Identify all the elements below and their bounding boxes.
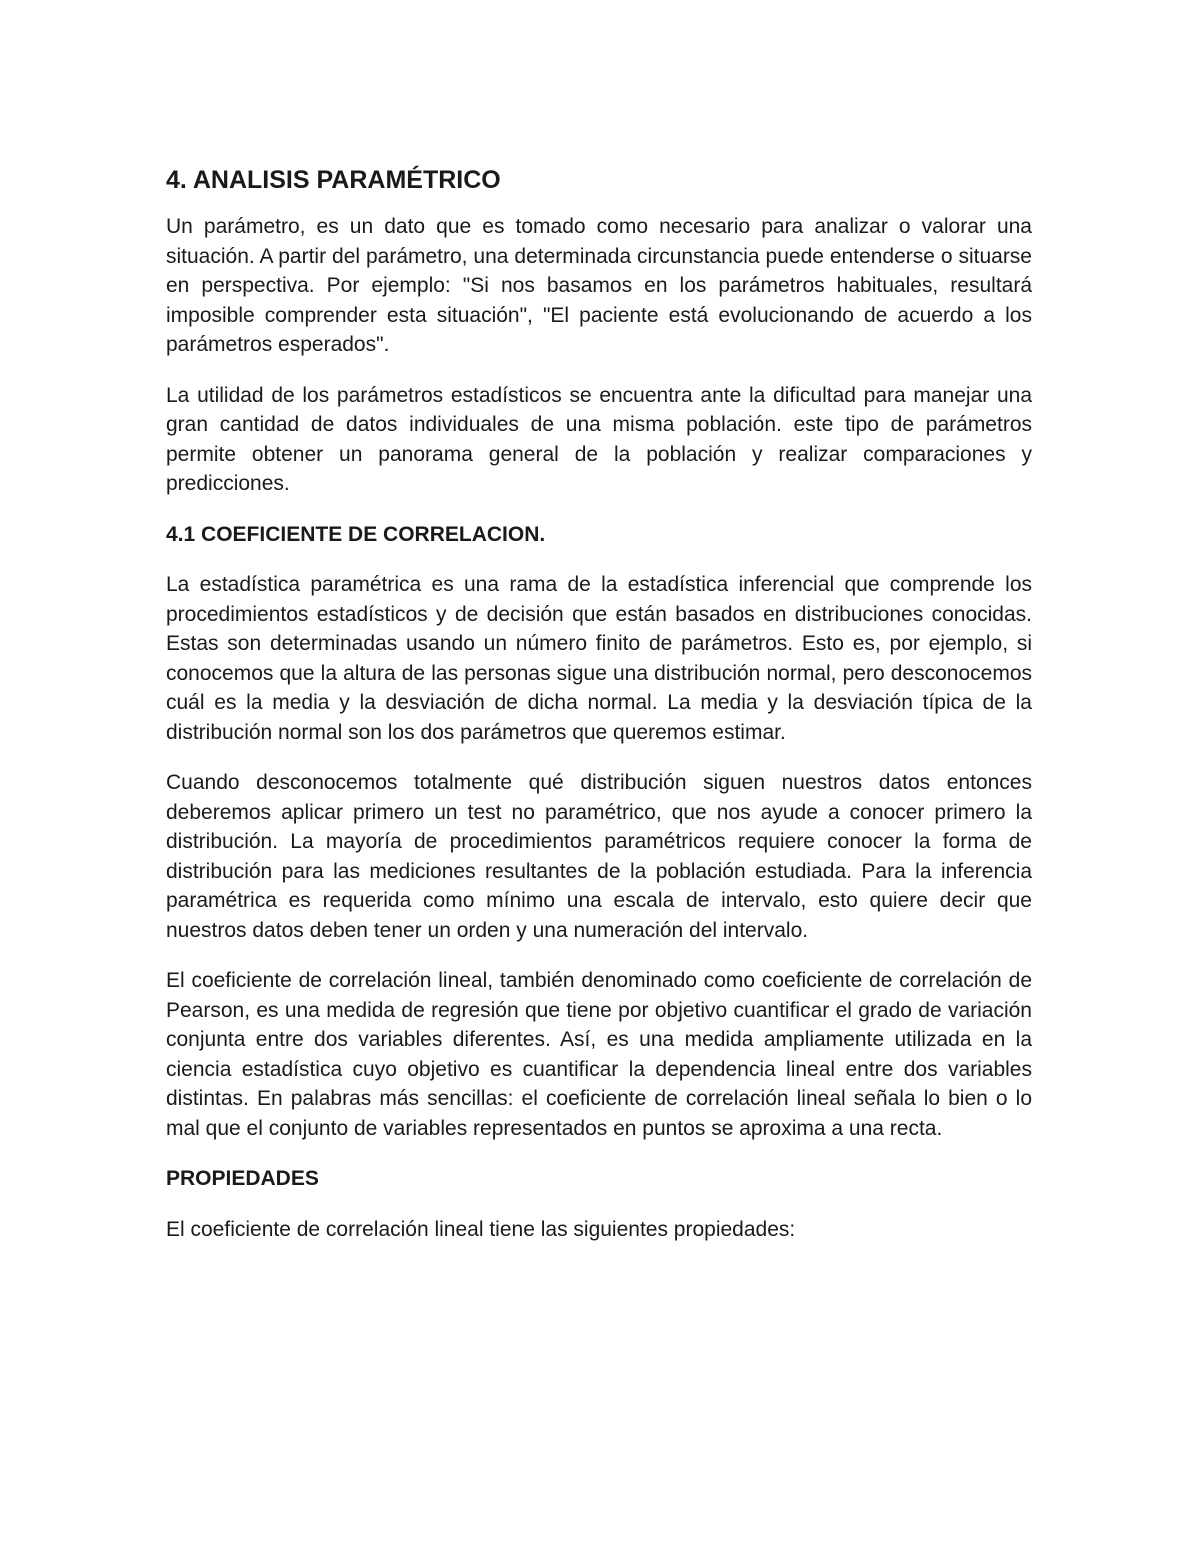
paragraph-pearson-coefficient: El coeficiente de correlación lineal, también denominado como coeficiente de correlación de Pearson, es una medida de regresión que tiene por objetivo cuantificar el grado de variación conjunta entre dos variables diferentes. Así, es una medida ampliamente utilizada en la ciencia estadística cuyo objetivo es cuantificar la dependencia lineal entre dos variables distintas. En palabras más sencillas: el coeficiente de correlación lineal señala lo bien o lo mal que el conjunto de variables representados en puntos se aproxima a una recta.	[166, 969, 1032, 1140]
paragraph-parameter-utility: La utilidad de los parámetros estadísticos se encuentra ante la dificultad para manejar una gran cantidad de datos individuales de una misma población. este tipo de parámetros permite obtener un panorama general de la población y realizar comparaciones y predicciones.	[166, 383, 1032, 495]
document-page	[166, 160, 1032, 1265]
paragraph-properties-intro: El coeficiente de correlación lineal tiene las siguientes propiedades:	[166, 1217, 796, 1241]
main-heading: 4. ANALISIS PARAMÉTRICO	[166, 166, 501, 194]
paragraph-parameter-definition: Un parámetro, es un dato que es tomado como necesario para analizar o valorar una situación. A partir del parámetro, una determinada circunstancia puede entenderse o situarse en perspectiva. Por ejemplo: "Si nos basamos en los parámetros habituales, resultará imposible comprender esta situación", "El paciente está evolucionando de acuerdo a los parámetros esperados".	[166, 215, 1032, 356]
section-heading-correlation: 4.1 COEFICIENTE DE CORRELACION.	[166, 522, 546, 546]
paragraph-unknown-distribution: Cuando desconocemos totalmente qué distribución siguen nuestros datos entonces deberemos aplicar primero un test no paramétrico, que nos ayude a conocer primero la distribución. La mayoría de procedimientos paramétricos requiere conocer la forma de distribución para las mediciones resultantes de la población estudiada. Para la inferencia paramétrica es requerida como mínimo una escala de intervalo, esto quiere decir que nuestros datos deben tener un orden y una numeración del intervalo.	[166, 771, 1032, 942]
paragraph-parametric-statistics: La estadística paramétrica es una rama de la estadística inferencial que comprende los procedimientos estadísticos y de decisión que están basados en distribuciones conocidas. Estas son determinadas usando un número finito de parámetros. Esto es, por ejemplo, si conocemos que la altura de las personas sigue una distribución normal, pero desconocemos cuál es la media y la desviación de dicha normal. La media y la desviación típica de la distribución normal son los dos parámetros que queremos estimar.	[166, 573, 1032, 744]
section-heading-properties: PROPIEDADES	[166, 1167, 319, 1190]
